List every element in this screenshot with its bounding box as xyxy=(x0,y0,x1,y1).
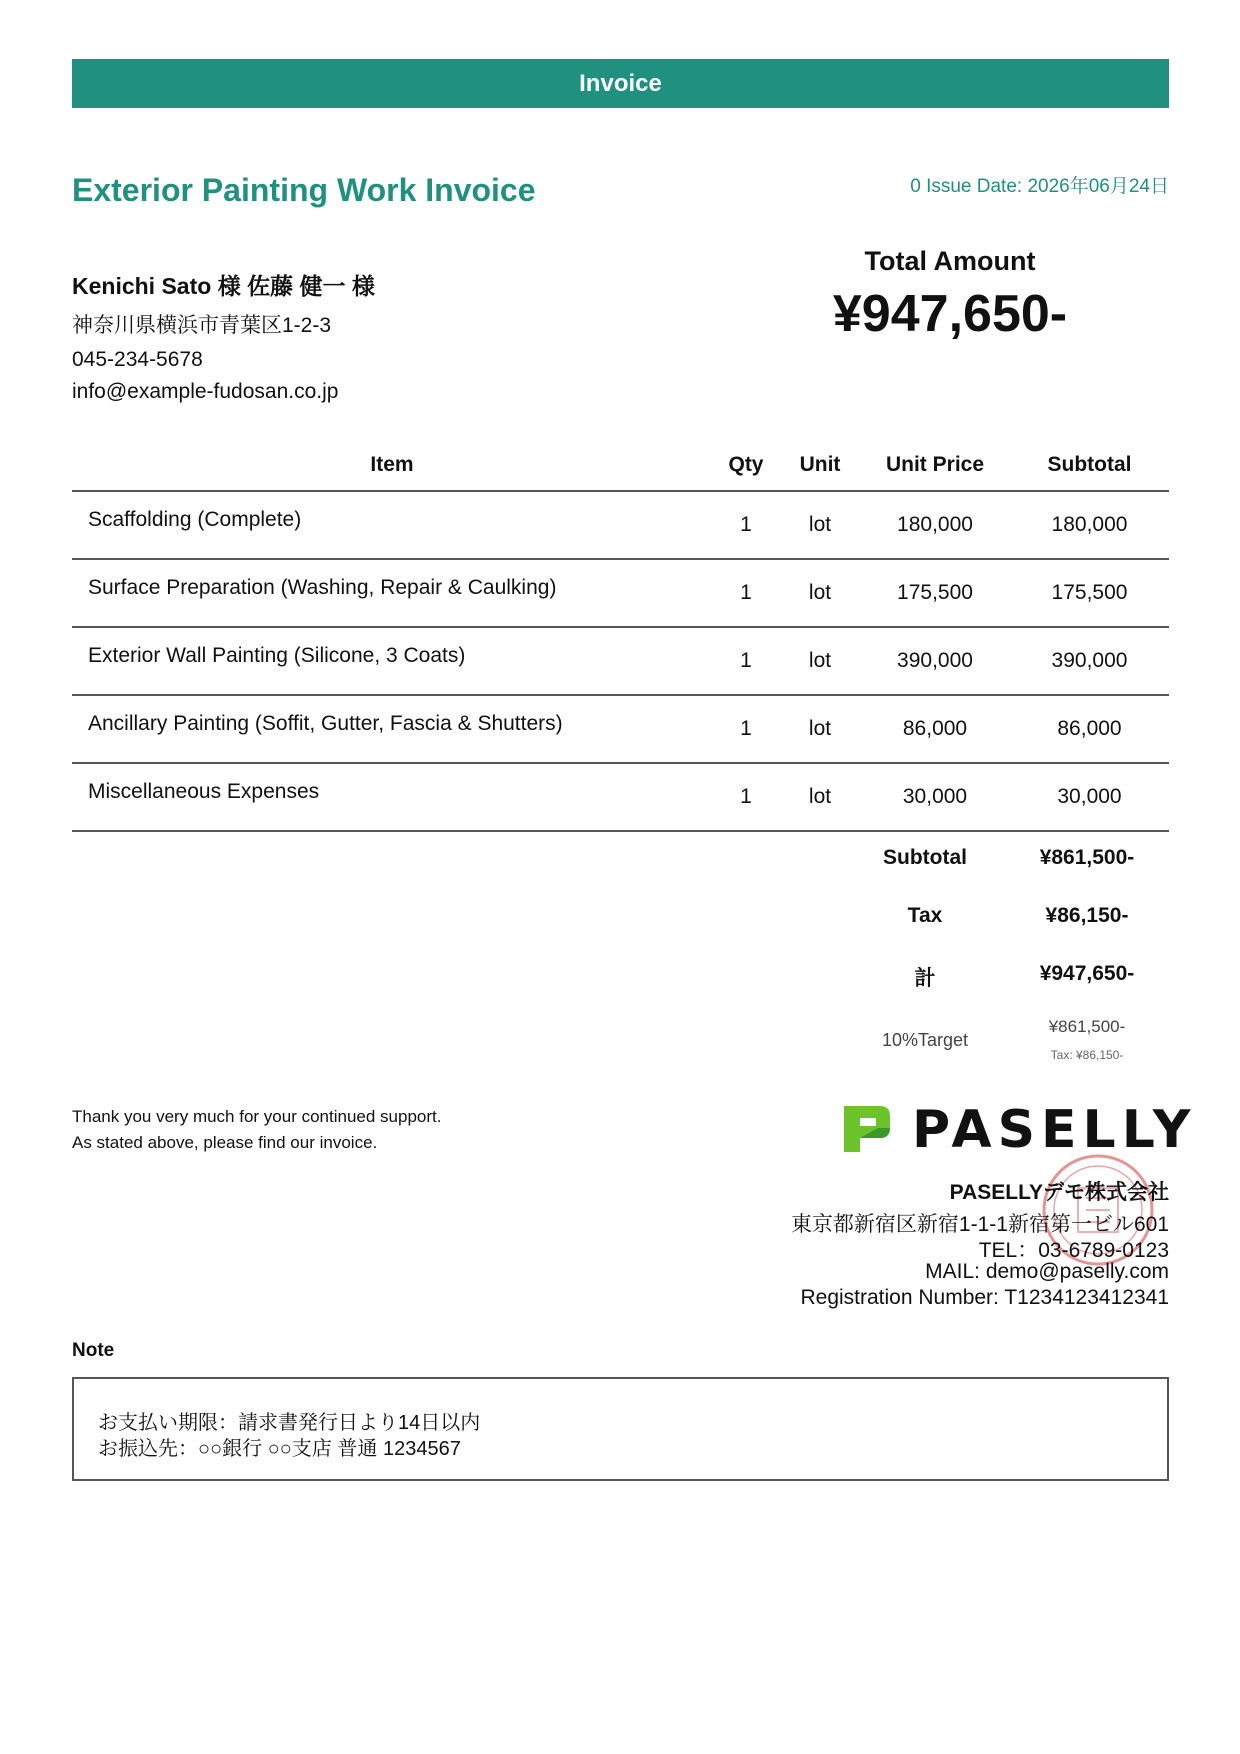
summary-tax-value: ¥86,150- xyxy=(1045,904,1129,927)
cell-subtotal: 86,000 xyxy=(1010,695,1169,763)
summary-subtotal-row xyxy=(845,846,1169,870)
tax-target-tax: Tax: ¥86,150- xyxy=(1050,1048,1124,1062)
company-logo-text: PASELLY xyxy=(912,1100,1197,1160)
note-line2: お振込先：○○銀行 ○○支店 普通 1234567 xyxy=(98,1438,461,1460)
company-logo-icon xyxy=(838,1098,894,1156)
customer-phone: 045-234-5678 xyxy=(72,348,203,371)
customer-name: Kenichi Sato 様 佐藤 健一 様 xyxy=(72,273,375,299)
customer-email: info@example-fudosan.co.jp xyxy=(72,380,339,403)
cell-subtotal: 30,000 xyxy=(1010,763,1169,831)
cell-subtotal: 175,500 xyxy=(1010,559,1169,627)
table-row xyxy=(72,763,1169,831)
cell-item: Scaffolding (Complete) xyxy=(72,491,712,559)
col-header-unit: Unit xyxy=(780,440,860,491)
cell-unit-price: 180,000 xyxy=(860,491,1010,559)
summary-subtotal-label: Subtotal xyxy=(883,846,967,869)
cell-item: Miscellaneous Expenses xyxy=(72,763,712,831)
col-header-subtotal: Subtotal xyxy=(1010,440,1169,491)
summary-total-value: ¥947,650- xyxy=(1039,962,1135,985)
table-row xyxy=(72,627,1169,695)
tax-target-label: 10%Target xyxy=(881,1030,969,1050)
cell-item: Surface Preparation (Washing, Repair & Caulking) xyxy=(72,559,712,627)
cell-unit: lot xyxy=(780,491,860,559)
cell-unit-price: 390,000 xyxy=(860,627,1010,695)
summary-tax-label: Tax xyxy=(907,904,943,927)
thanks-message-line1: Thank you very much for your continued support. xyxy=(72,1107,442,1126)
summary-subtotal-value: ¥861,500- xyxy=(1039,846,1135,869)
company-name: PASELLYデモ株式会社 xyxy=(949,1181,1169,1204)
cell-unit: lot xyxy=(780,695,860,763)
cell-subtotal: 180,000 xyxy=(1010,491,1169,559)
company-address: 東京都新宿区新宿1-1-1新宿第一ビル601 xyxy=(790,1213,1169,1236)
note-label: Note xyxy=(72,1340,115,1361)
header-bar xyxy=(72,59,1169,108)
col-header-unit-price: Unit Price xyxy=(860,440,1010,491)
cell-unit: lot xyxy=(780,559,860,627)
cell-qty: 1 xyxy=(712,491,780,559)
note-line1: お支払い期限：請求書発行日より14日以内 xyxy=(98,1412,481,1434)
table-row xyxy=(72,491,1169,559)
document-title: Exterior Painting Work Invoice xyxy=(72,172,536,208)
cell-unit: lot xyxy=(780,763,860,831)
header-title: Invoice xyxy=(579,69,662,97)
cell-unit: lot xyxy=(780,627,860,695)
customer-address: 神奈川県横浜市青葉区1-2-3 xyxy=(72,314,332,337)
summary-tax-row xyxy=(845,904,1169,928)
col-header-item: Item xyxy=(72,440,712,491)
total-amount-label: Total Amount xyxy=(864,246,1036,276)
cell-item: Ancillary Painting (Soffit, Gutter, Fascia & Shutters) xyxy=(72,695,712,763)
cell-unit-price: 86,000 xyxy=(860,695,1010,763)
table-header-row xyxy=(72,440,1169,491)
summary-total-row xyxy=(845,962,1169,992)
cell-unit-price: 175,500 xyxy=(860,559,1010,627)
company-tel: TEL：03-6789-0123 xyxy=(978,1239,1169,1262)
cell-qty: 1 xyxy=(712,627,780,695)
cell-qty: 1 xyxy=(712,559,780,627)
issue-date: 0 Issue Date: 2026年06月24日 xyxy=(910,176,1169,197)
cell-qty: 1 xyxy=(712,763,780,831)
company-mail: MAIL: demo@paselly.com xyxy=(925,1260,1169,1283)
tax-target-value: ¥861,500- xyxy=(1048,1017,1126,1036)
cell-qty: 1 xyxy=(712,695,780,763)
total-amount-value: ¥947,650- xyxy=(832,285,1068,343)
summary-total-label: 計 xyxy=(914,967,936,990)
company-registration: Registration Number: T1234123412341 xyxy=(800,1286,1169,1309)
col-header-qty: Qty xyxy=(712,440,780,491)
table-row xyxy=(72,559,1169,627)
thanks-message-line2: As stated above, please find our invoice. xyxy=(72,1133,378,1152)
cell-item: Exterior Wall Painting (Silicone, 3 Coats) xyxy=(72,627,712,695)
table-row xyxy=(72,695,1169,763)
items-table xyxy=(72,440,1169,832)
cell-subtotal: 390,000 xyxy=(1010,627,1169,695)
cell-unit-price: 30,000 xyxy=(860,763,1010,831)
